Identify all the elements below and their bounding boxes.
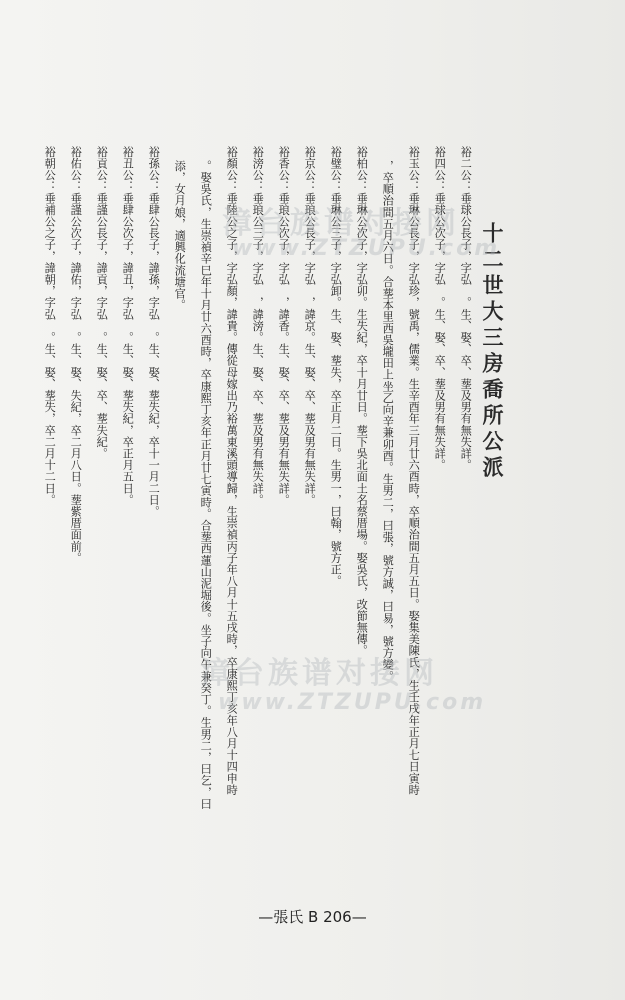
text-column-8: 裕香公：垂琅公次子，字弘 ，諱香。生、娶、卒、塟及男有無失詳。 (277, 146, 291, 506)
text-column-10: 裕顏公：垂陸公之子，字弘顏，諱貴。傳從母嫁出乃裕萬東溪頭導歸，生崇禎丙子年八月十五戌時，卒康熙丁亥年八月十四申時 (225, 146, 239, 796)
text-column-15: 裕貢公：垂謹公長子，諱貢，字弘 。生、娶、卒、塟失紀。 (95, 146, 109, 460)
text-column-12: 添，女月娘，適興化流塘官。 (173, 160, 187, 311)
text-column-11: 。娶吳氏，生崇禎辛巳年十月廿六酉時，卒康熙丁亥年正月廿七寅時。合塟西蓮山泥堀後。坐子向午兼癸丁。生男二，曰乞，曰 (199, 160, 213, 810)
text-column-2: 裕四公：垂球公次子，字弘 。生、娶、卒、塟及男有無失詳。 (433, 146, 447, 471)
text-column-16: 裕佑公：垂謹公次子，諱佑，字弘 。生、娶、失紀，卒二月八日。塟紫厝面前。 (69, 146, 83, 564)
text-column-9: 裕滂公：垂琅公三子，字弘 ，諱滂。生、娶、卒、塟及男有無失詳。 (251, 146, 265, 506)
text-column-1: 裕二公：垂球公長子，字弘 。生、娶、卒、塟及男有無失詳。 (459, 146, 473, 471)
watermark-url-lower: www.ZTZUPU.com (218, 690, 487, 715)
text-column-17: 裕朝公：垂補公之子，諱朝，字弘 。生、娶、塟失，卒二月十二日。 (43, 146, 57, 506)
text-column-7: 裕京公：垂琅公長子，字弘 ，諱京。生、娶、卒、塟及男有無失詳。 (303, 146, 317, 506)
text-column-6: 裕璧公：垂琳公三子，字弘卸。生、娶、塟失，卒正月二日。生男一，曰翰，號方正。 (329, 146, 343, 587)
text-column-14: 裕丑公：垂肆公次子，諱丑，字弘 。生、娶、塟失紀，卒正月五日。 (121, 146, 135, 506)
text-column-13: 裕孫公：垂肆公長子，諱孫，字弘 。生、娶、塟失紀，卒十一月二日。 (147, 146, 161, 518)
watermark-text-lower: 漳台族谱对接网 (200, 656, 438, 691)
text-column-5: 裕柏公：垂琳公次子，字弘卯。生失紀，卒十月廿日。塟下吳北面土名蔡厝場。娶吳氏，改節無傳。 (355, 146, 369, 657)
page-number: —張氏 B 206— (258, 908, 367, 926)
text-column-4: ，卒順治間五月六日。合塟本里西吳壠田上坐乙向辛兼卯酉。生男二，曰張，號方誠，曰易，號方變。 (381, 160, 395, 682)
text-column-3: 裕玉公：垂琳公長子，字弘珍，號禹，儒業。生辛酉年三月廿六酉時，卒順治間五月五日。娶集美陳氏，生壬戌年正月七日寅時 (407, 146, 421, 796)
watermark-text-upper: 漳台族谱对接网 (222, 206, 460, 241)
watermark-url-upper: www.ZTZUPU.com (232, 236, 501, 261)
page-title: 十二世大三房喬所公派 (480, 222, 505, 482)
